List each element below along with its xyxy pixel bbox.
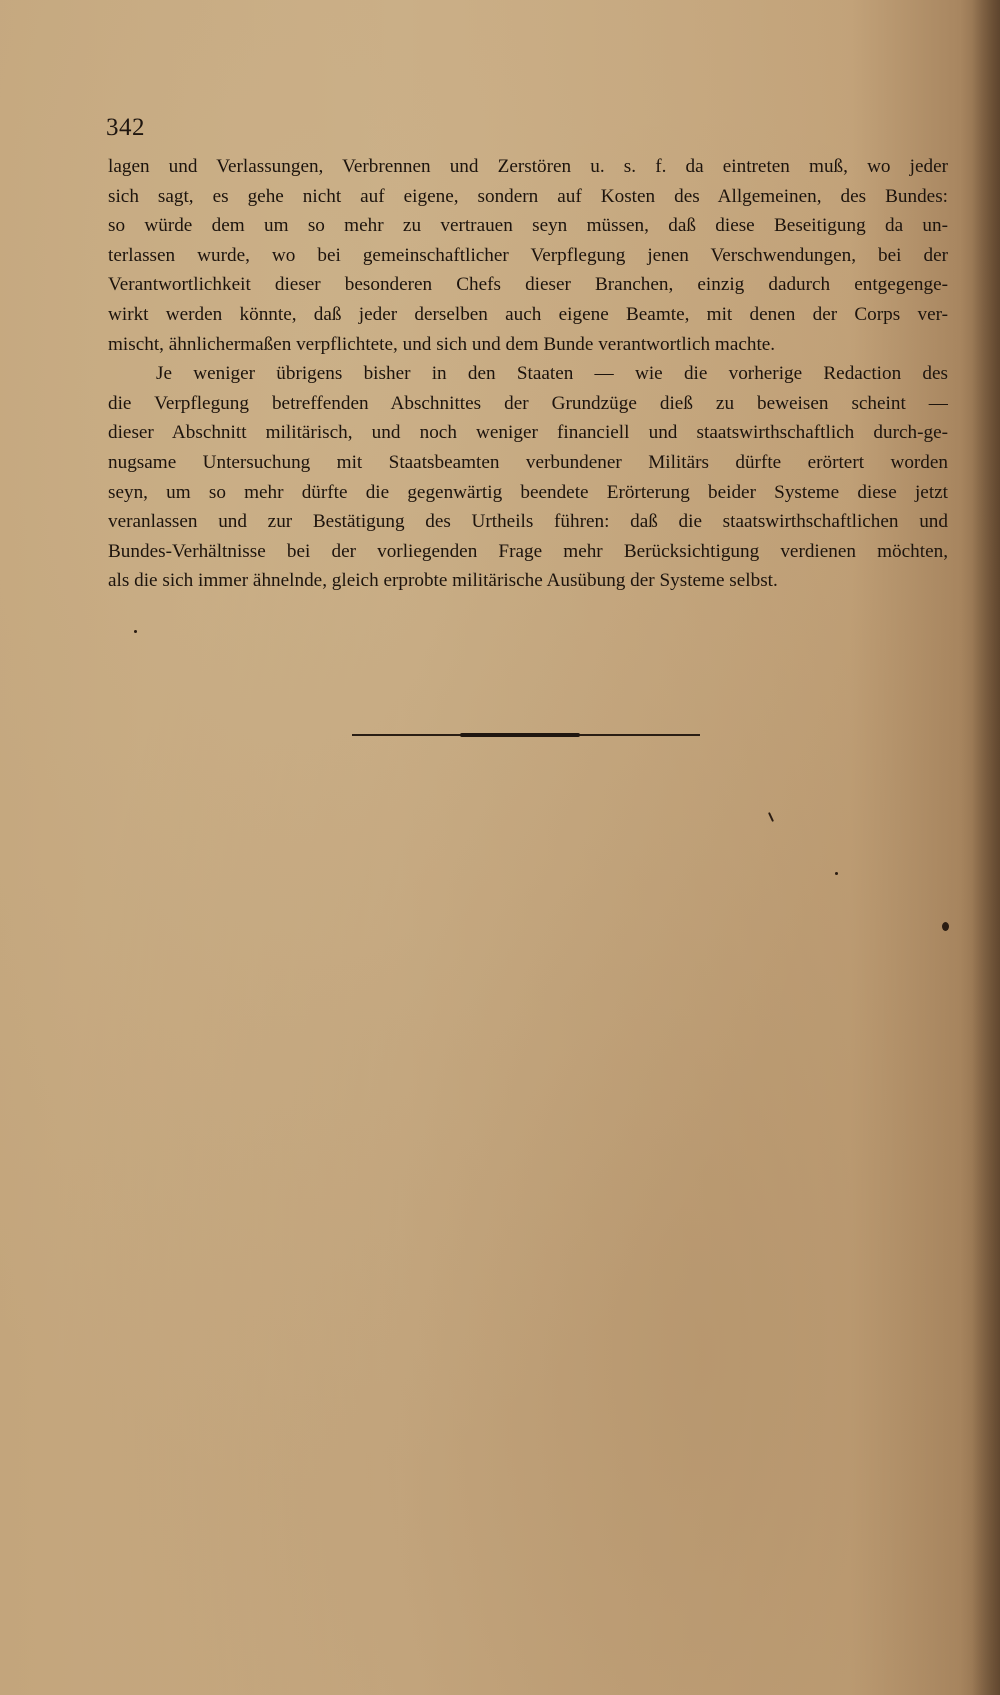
text-line: so würde dem um so mehr zu vertrauen seyn müssen, daß diese Beseitigung da un- — [108, 215, 948, 237]
text-line: die Verpflegung betreffenden Abschnittes der Grundzüge dieß zu beweisen scheint — — [108, 392, 948, 414]
text-line: mischt, ähnlichermaßen verpflichtete, und sich und dem Bunde verantwortlich machte. — [108, 333, 776, 355]
ink-speck — [942, 922, 949, 931]
page-number: 342 — [106, 114, 145, 141]
text-line: Bundes-Verhältnisse bei der vorliegenden Frage mehr Berücksichtigung verdienen möchten, — [108, 540, 948, 562]
text-line: dieser Abschnitt militärisch, und noch weniger financiell und staatswirthschaftlich durch-ge- — [108, 422, 948, 444]
paragraph-1 — [108, 152, 948, 359]
body-text — [108, 152, 948, 596]
ink-speck — [835, 872, 838, 875]
text-line: veranlassen und zur Bestätigung des Urtheils führen: daß die staatswirthschaftlichen und — [108, 511, 948, 533]
paragraph-2 — [108, 359, 948, 596]
text-line: Je weniger übrigens bisher in den Staaten — wie die vorherige Redaction des — [156, 363, 948, 385]
text-line: als die sich immer ähnelnde, gleich erprobte militärische Ausübung der Systeme selbst. — [108, 570, 778, 592]
section-divider-center — [460, 733, 580, 737]
text-line: nugsame Untersuchung mit Staatsbeamten verbundener Militärs dürfte erörtert worden — [108, 451, 948, 473]
text-line: lagen und Verlassungen, Verbrennen und Zerstören u. s. f. da eintreten muß, wo jeder — [108, 156, 948, 177]
text-line: terlassen wurde, wo bei gemeinschaftlicher Verpflegung jenen Verschwendungen, bei der — [108, 244, 948, 266]
text-line: sich sagt, es gehe nicht auf eigene, sondern auf Kosten des Allgemeinen, des Bundes: — [108, 185, 948, 207]
text-line: wirkt werden könnte, daß jeder derselben auch eigene Beamte, mit denen der Corps ver- — [108, 303, 948, 325]
ink-speck — [134, 630, 137, 633]
text-line: Verantwortlichkeit dieser besonderen Chefs dieser Branchen, einzig dadurch entgegenge- — [108, 274, 948, 296]
spine-shadow — [972, 0, 1000, 1695]
text-line: seyn, um so mehr dürfte die gegenwärtig beendete Erörterung beider Systeme diese jetzt — [108, 481, 948, 503]
ink-speck — [768, 812, 774, 822]
